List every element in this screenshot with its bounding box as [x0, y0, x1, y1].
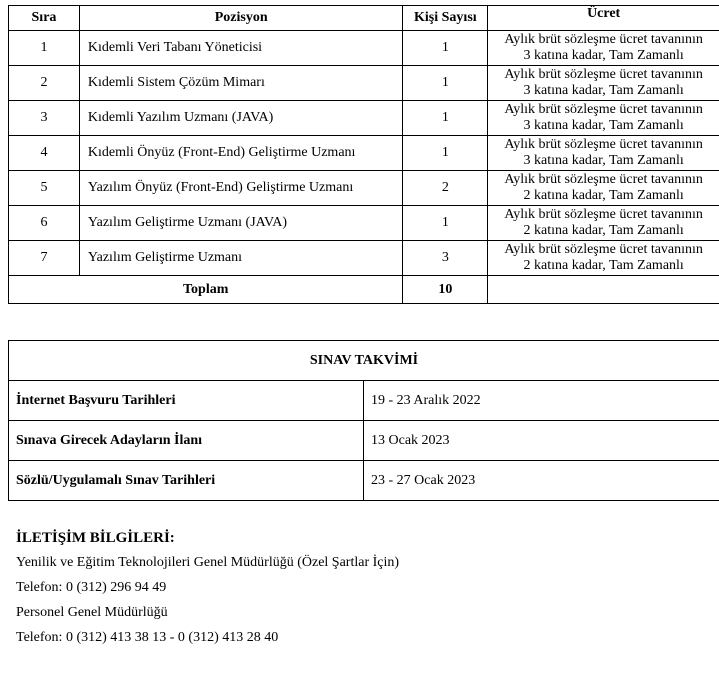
table-row	[9, 136, 719, 171]
row-sira: 7	[9, 241, 80, 276]
total-row	[9, 276, 719, 304]
row-pozisyon: Kıdemli Önyüz (Front-End) Geliştirme Uzmanı	[79, 136, 402, 171]
row-sira: 2	[9, 66, 80, 101]
row-kisi-sayisi: 1	[403, 66, 488, 101]
row-ucret	[488, 241, 719, 276]
row-ucret	[488, 206, 719, 241]
calendar-row	[9, 461, 719, 501]
header-pozisyon: Pozisyon	[79, 6, 402, 31]
total-empty-cell	[488, 276, 719, 304]
ucret-line: Aylık brüt sözleşme ücret tavanının	[504, 137, 703, 152]
table-row	[9, 206, 719, 241]
row-sira: 1	[9, 31, 80, 66]
table-row	[9, 66, 719, 101]
row-ucret	[488, 171, 719, 206]
ucret-line: Aylık brüt sözleşme ücret tavanının	[504, 32, 703, 47]
contact-heading: İLETİŞİM BİLGİLERİ:	[16, 530, 175, 546]
row-sira: 4	[9, 136, 80, 171]
ucret-line: Aylık brüt sözleşme ücret tavanının	[504, 242, 703, 257]
calendar-label: İnternet Başvuru Tarihleri	[9, 381, 364, 421]
row-pozisyon: Kıdemli Sistem Çözüm Mimarı	[79, 66, 402, 101]
row-kisi-sayisi: 1	[403, 136, 488, 171]
row-sira: 6	[9, 206, 80, 241]
ucret-line: 3 katına kadar, Tam Zamanlı	[523, 48, 684, 63]
calendar-row	[9, 421, 719, 461]
calendar-title: SINAV TAKVİMİ	[9, 341, 719, 381]
ucret-line: 3 katına kadar, Tam Zamanlı	[523, 153, 684, 168]
ucret-line: Aylık brüt sözleşme ücret tavanının	[504, 172, 703, 187]
row-kisi-sayisi: 2	[403, 171, 488, 206]
contact-section	[16, 530, 399, 655]
calendar-value: 13 Ocak 2023	[364, 421, 719, 461]
total-label: Toplam	[9, 276, 403, 304]
table-row	[9, 241, 719, 276]
ucret-line: 2 katına kadar, Tam Zamanlı	[523, 188, 684, 203]
ucret-line: Aylık brüt sözleşme ücret tavanının	[504, 102, 703, 117]
ucret-line: 3 katına kadar, Tam Zamanlı	[523, 83, 684, 98]
row-pozisyon: Yazılım Önyüz (Front-End) Geliştirme Uzmanı	[79, 171, 402, 206]
contact-line: Yenilik ve Eğitim Teknolojileri Genel Müdürlüğü (Özel Şartlar İçin)	[16, 555, 400, 570]
ucret-line: 2 katına kadar, Tam Zamanlı	[523, 258, 684, 273]
header-ucret: Ücret	[488, 6, 719, 31]
contact-line: Telefon: 0 (312) 296 94 49	[16, 580, 167, 595]
calendar-row	[9, 381, 719, 421]
row-kisi-sayisi: 1	[403, 31, 488, 66]
row-kisi-sayisi: 1	[403, 206, 488, 241]
row-pozisyon: Kıdemli Yazılım Uzmanı (JAVA)	[79, 101, 402, 136]
row-ucret	[488, 101, 719, 136]
calendar-value: 19 - 23 Aralık 2022	[364, 381, 719, 421]
row-pozisyon: Yazılım Geliştirme Uzmanı (JAVA)	[79, 206, 402, 241]
row-kisi-sayisi: 3	[403, 241, 488, 276]
row-ucret	[488, 66, 719, 101]
calendar-label: Sınava Girecek Adayların İlanı	[9, 421, 364, 461]
row-kisi-sayisi: 1	[403, 101, 488, 136]
contact-line: Personel Genel Müdürlüğü	[16, 605, 168, 620]
ucret-line: Aylık brüt sözleşme ücret tavanının	[504, 207, 703, 222]
total-value: 10	[403, 276, 488, 304]
ucret-line: 2 katına kadar, Tam Zamanlı	[523, 223, 684, 238]
row-ucret	[488, 136, 719, 171]
header-sira: Sıra	[9, 6, 80, 31]
ucret-line: Aylık brüt sözleşme ücret tavanının	[504, 67, 703, 82]
table-row	[9, 31, 719, 66]
table-row	[9, 171, 719, 206]
row-sira: 5	[9, 171, 80, 206]
ucret-line: 3 katına kadar, Tam Zamanlı	[523, 118, 684, 133]
calendar-label: Sözlü/Uygulamalı Sınav Tarihleri	[9, 461, 364, 501]
exam-calendar-table	[8, 340, 719, 501]
positions-table	[8, 5, 719, 304]
calendar-value: 23 - 27 Ocak 2023	[364, 461, 719, 501]
contact-line: Telefon: 0 (312) 413 38 13 - 0 (312) 413 28 40	[16, 630, 279, 645]
table-row	[9, 101, 719, 136]
row-pozisyon: Yazılım Geliştirme Uzmanı	[79, 241, 402, 276]
row-pozisyon: Kıdemli Veri Tabanı Yöneticisi	[79, 31, 402, 66]
row-sira: 3	[9, 101, 80, 136]
header-kisi-sayisi: Kişi Sayısı	[403, 6, 488, 31]
row-ucret	[488, 31, 719, 66]
table-header-row	[9, 6, 719, 31]
